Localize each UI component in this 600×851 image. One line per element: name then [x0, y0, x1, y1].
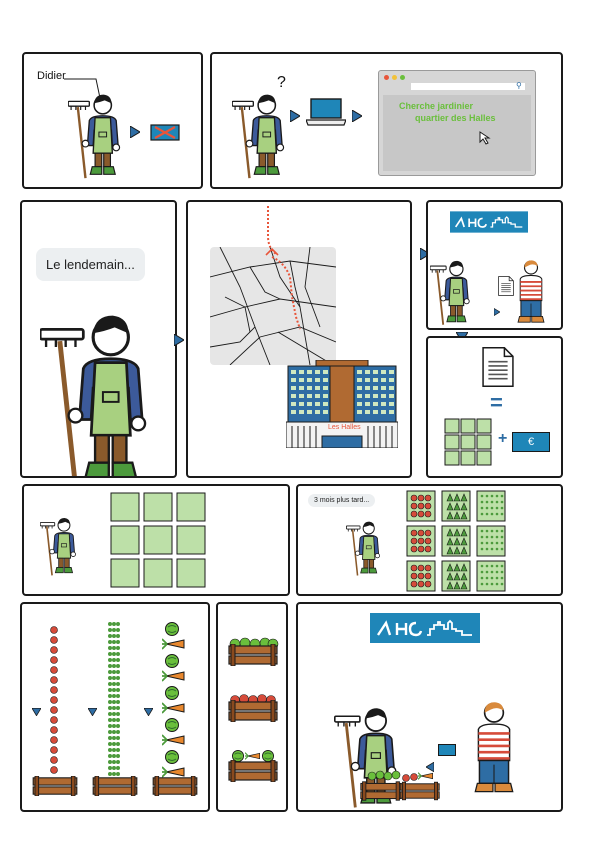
contract-document-icon — [482, 346, 514, 388]
carrot-icon — [162, 638, 186, 650]
gardener-figure — [232, 86, 290, 182]
building-les-halles — [286, 360, 398, 448]
search-icon: ⚲ — [516, 81, 522, 90]
search-text-line2: quartier des Halles — [415, 113, 496, 123]
customer-figure — [468, 696, 520, 800]
empty-garden-plots — [110, 492, 206, 588]
tomato-crate — [227, 692, 279, 722]
equals-sign: = — [490, 390, 503, 415]
gardener-figure — [430, 254, 474, 328]
browser-dot-red — [384, 75, 389, 80]
carrot-icon — [162, 734, 186, 746]
crate-icon — [150, 776, 200, 796]
cabbage-icon — [164, 686, 180, 700]
panel-6-contract — [426, 336, 563, 478]
ahqg-logo — [370, 612, 480, 644]
search-text-line1: Cherche jardinier — [399, 101, 474, 111]
panel-8-three-months — [296, 484, 563, 596]
panel-7-empty-plots — [22, 484, 290, 596]
didier-label: Didier — [37, 70, 66, 82]
plus-sign: + — [498, 430, 508, 447]
cabbage-crate — [227, 636, 279, 666]
les-halles-label: Les Halles — [328, 424, 361, 431]
arrow-right-icon — [174, 334, 184, 346]
carrot-icon — [162, 670, 186, 682]
question-mark: ? — [277, 74, 286, 91]
panel-5-association — [426, 200, 563, 330]
carrot-icon — [162, 702, 186, 714]
crate-icon — [30, 776, 80, 796]
gardener-figure — [40, 512, 80, 578]
panel-3-next-day — [20, 200, 177, 478]
arrow-right-icon — [352, 110, 362, 122]
gardener-figure — [68, 86, 126, 182]
vegetable-column — [160, 622, 190, 782]
crossed-laptop-icon — [150, 124, 180, 142]
tomato-column — [48, 624, 60, 780]
route-dashed-line — [264, 206, 284, 262]
market-stall-crates — [360, 770, 440, 802]
seedling-column — [106, 620, 122, 780]
ahqg-logo — [450, 210, 528, 234]
arrow-left-icon — [426, 762, 434, 772]
customer-figure — [512, 256, 550, 328]
cabbage-icon — [164, 622, 180, 636]
euro-badge: € — [512, 432, 550, 452]
browser-window — [378, 70, 536, 176]
cabbage-icon — [164, 654, 180, 668]
browser-address-bar — [411, 83, 525, 90]
panel-9-harvest-columns — [20, 602, 210, 812]
panel-4-map — [186, 200, 412, 478]
laptop-icon — [306, 98, 346, 126]
arrow-down-icon — [144, 708, 153, 716]
panel-10-filled-crates — [216, 602, 288, 812]
garden-plots-icon — [444, 418, 492, 466]
browser-dot-green — [400, 75, 405, 80]
speech-bubble: 3 mois plus tard... — [308, 494, 375, 507]
arrow-down-icon — [32, 708, 41, 716]
cabbage-icon — [164, 750, 180, 764]
arrow-right-icon — [290, 110, 300, 122]
cursor-icon — [479, 131, 491, 145]
arrow-right-icon — [130, 126, 140, 138]
panel-1-didier — [22, 52, 203, 189]
gardener-figure — [346, 516, 384, 578]
panel-11-sale — [296, 602, 563, 812]
panel-2-search — [210, 52, 563, 189]
grown-garden-plots — [406, 490, 506, 594]
vegetable-crate — [227, 750, 279, 782]
gardener-figure-large — [40, 298, 158, 478]
browser-dot-yellow — [392, 75, 397, 80]
crate-icon — [90, 776, 140, 796]
cabbage-icon — [164, 718, 180, 732]
payment-card — [438, 744, 456, 756]
speech-bubble: Le lendemain... — [36, 248, 145, 281]
arrow-down-icon — [88, 708, 97, 716]
arrow-right-icon — [494, 308, 500, 316]
